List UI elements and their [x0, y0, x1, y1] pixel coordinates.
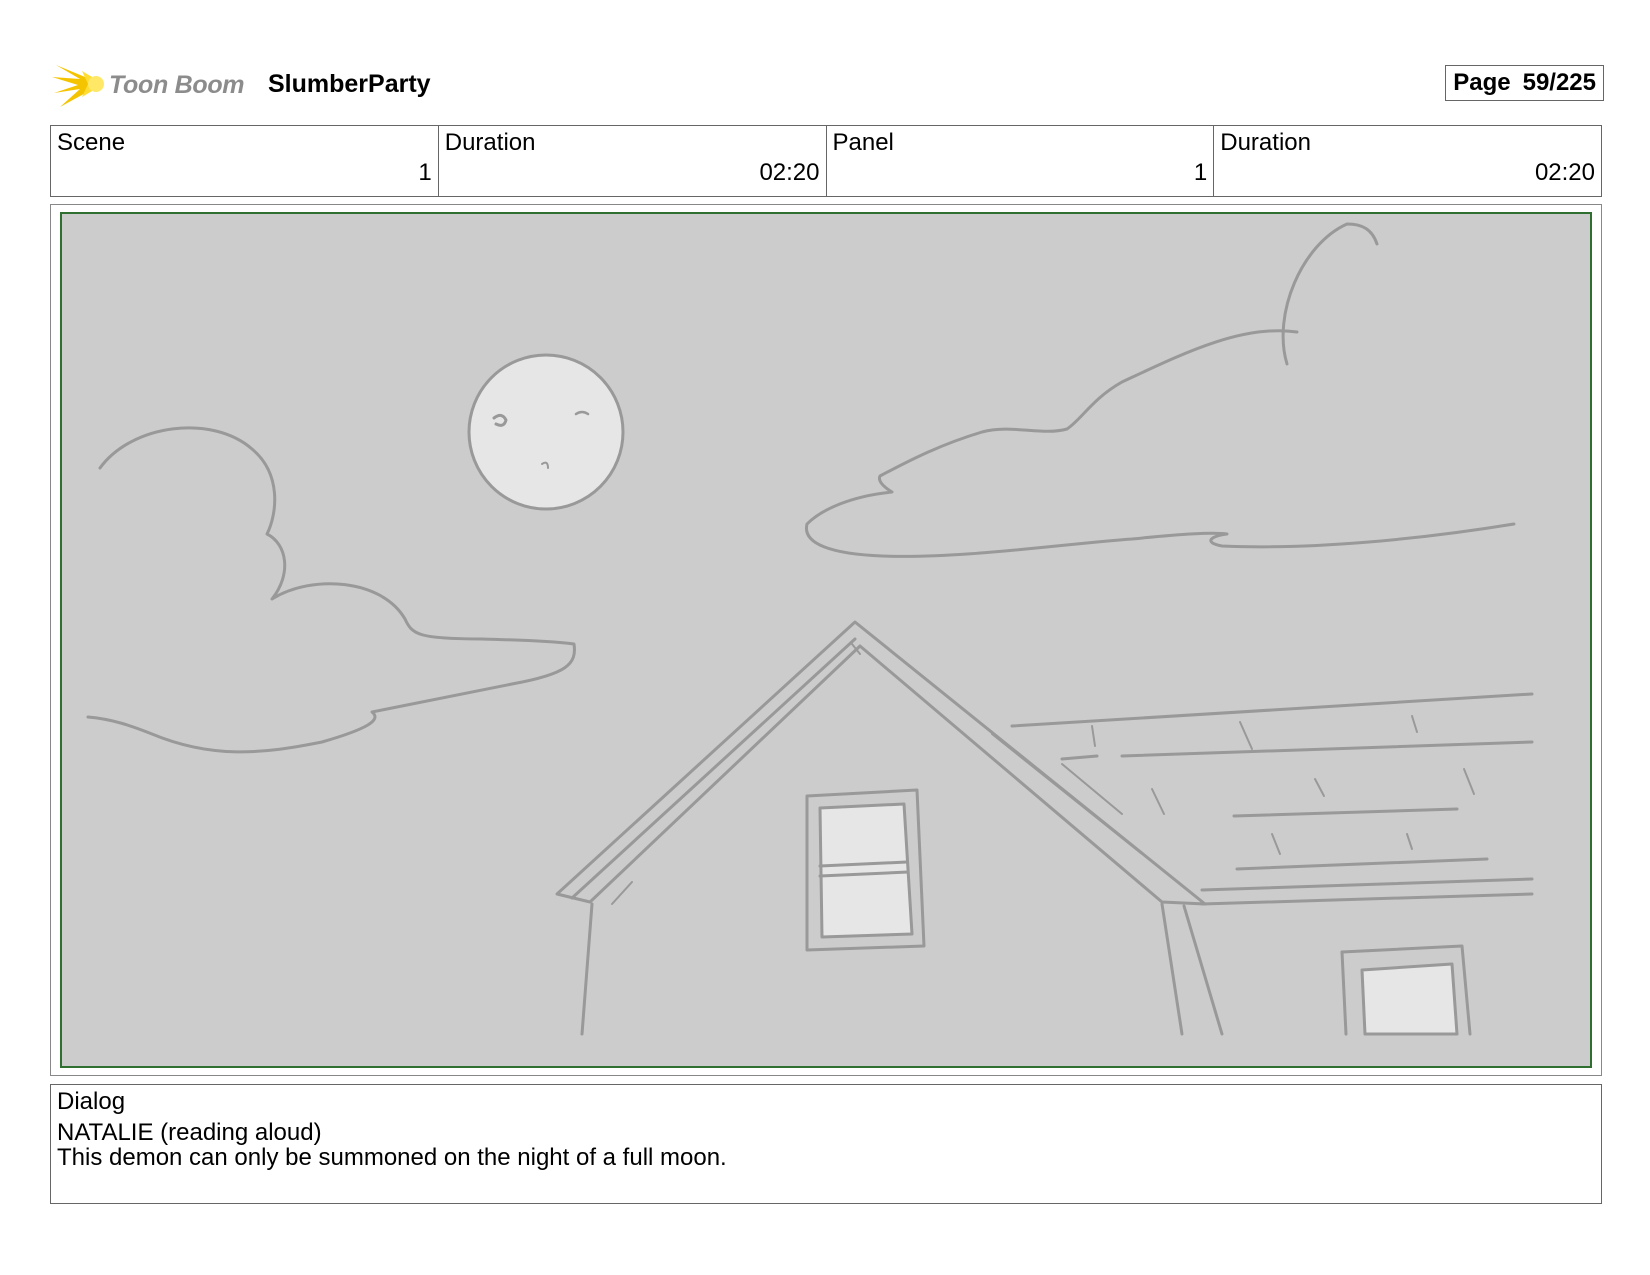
panel-value: 1 [1193, 159, 1208, 186]
panel-cell [827, 126, 1215, 196]
panel-frame [50, 204, 1602, 1076]
moon [469, 355, 623, 509]
dialog-box [50, 1084, 1602, 1204]
panel-duration-label: Duration [1220, 129, 1311, 156]
page-indicator [1445, 65, 1604, 101]
logo-text: Toon Boom [109, 71, 245, 99]
storyboard-panel-drawing [60, 212, 1592, 1068]
scene-duration-cell [439, 126, 827, 196]
page-header [52, 55, 1604, 111]
scene-value: 1 [418, 159, 432, 186]
attic-window [807, 790, 924, 950]
scene-label: Scene [57, 129, 126, 156]
panel-label: Panel [832, 129, 894, 156]
scene-cell [51, 126, 439, 196]
dialog-label: Dialog [57, 1088, 126, 1115]
scene-duration-label: Duration [444, 129, 536, 156]
info-row [50, 125, 1602, 197]
toon-boom-logo [52, 57, 252, 111]
panel-duration-value: 02:20 [1534, 159, 1595, 186]
starburst-icon [52, 57, 112, 111]
dialog-speaker: NATALIE (reading aloud) [57, 1119, 322, 1146]
right-cloud [806, 224, 1514, 556]
project-title: SlumberParty [268, 70, 431, 98]
side-door [1342, 946, 1470, 1034]
page-label: Page [1453, 69, 1511, 96]
scene-duration-value: 02:20 [759, 159, 820, 186]
dialog-line: This demon can only be summoned on the night of a full moon. [57, 1144, 727, 1171]
page-number: 59/225 [1522, 69, 1596, 96]
panel-duration-cell [1214, 126, 1601, 196]
